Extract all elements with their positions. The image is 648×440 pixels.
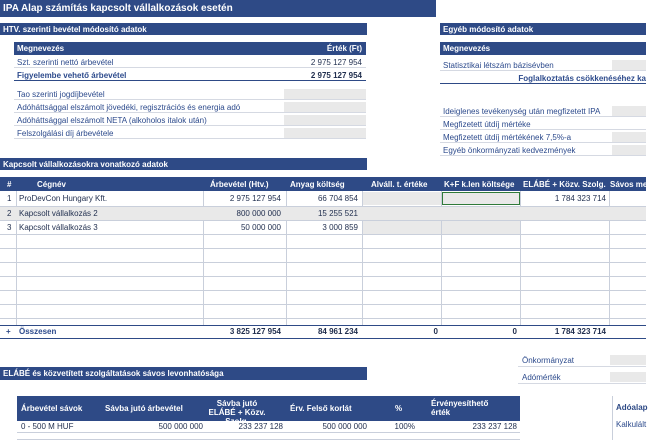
companies-col-rd: K+F k.len költsége bbox=[444, 179, 515, 189]
other-header bbox=[440, 42, 646, 55]
companies-grid bbox=[0, 191, 646, 325]
companies-total-row bbox=[0, 325, 646, 339]
other-row bbox=[440, 132, 646, 143]
add-row-icon[interactable]: + bbox=[6, 327, 11, 336]
municipality-input[interactable] bbox=[610, 355, 646, 365]
htv-table bbox=[14, 42, 366, 150]
htv-row bbox=[14, 70, 366, 81]
company-elabe[interactable]: 1 784 323 714 bbox=[554, 194, 606, 203]
grid-hline bbox=[0, 276, 646, 277]
companies-col-material: Anyag költség bbox=[290, 179, 345, 189]
htv-col-name: Megnevezés bbox=[17, 44, 65, 53]
total-material: 84 961 234 bbox=[317, 327, 358, 336]
htv-row-label: Adóháttsággal elszámolt jövedéki, regisztrációs és energia adó bbox=[17, 102, 241, 112]
taxrate-input[interactable] bbox=[610, 372, 646, 382]
other-row-label: Ideiglenes tevékenység után megfizetett IPA bbox=[443, 106, 601, 116]
htv-row-label: Tao szerinti jogdíjbevétel bbox=[17, 89, 105, 99]
grid-hline bbox=[0, 248, 646, 249]
total-label: Összesen bbox=[19, 327, 57, 336]
rd-input[interactable] bbox=[442, 221, 520, 234]
elabe-rev: 500 000 000 bbox=[158, 422, 203, 431]
other-input[interactable] bbox=[612, 60, 646, 70]
elabe-col-pct: % bbox=[395, 404, 403, 413]
grid-hline bbox=[0, 234, 646, 235]
taxrate-label: Adómérték bbox=[522, 372, 561, 382]
htv-row bbox=[14, 57, 366, 68]
elabe-header bbox=[17, 396, 520, 426]
other-row-label: Statisztikai létszám bázisévben bbox=[443, 60, 554, 70]
other-row-label: Egyéb önkormányzati kedvezmények bbox=[443, 145, 576, 155]
elabe-elabe: 233 237 128 bbox=[238, 422, 283, 431]
htv-header bbox=[14, 42, 366, 55]
other-row bbox=[440, 60, 646, 71]
elabe-row bbox=[17, 421, 520, 433]
other-row bbox=[440, 145, 646, 156]
grid-hline bbox=[0, 290, 646, 291]
companies-col-name: Cégnév bbox=[37, 179, 66, 189]
company-name[interactable]: Kapcsolt vállalkozás 3 bbox=[19, 223, 98, 232]
other-row-label: Megfizetett útdíj mértéke bbox=[443, 119, 531, 129]
htv-row-value[interactable]: 2 975 127 954 bbox=[310, 57, 362, 67]
elabe-col-elabe: Sávba jutó ELÁBÉ + Közv. Szolg. bbox=[208, 399, 266, 426]
elabe-band: 0 - 500 M HUF bbox=[21, 422, 74, 431]
other-row bbox=[440, 73, 646, 84]
company-name[interactable]: ProDevCon Hungary Kft. bbox=[19, 194, 108, 203]
companies-col-revenue: Árbevétel (Htv.) bbox=[210, 179, 269, 189]
elabe-col-valid: Érvényesíthető érték bbox=[431, 399, 489, 417]
other-col-name: Megnevezés bbox=[443, 44, 491, 53]
taxrate-row bbox=[518, 371, 646, 384]
elabe-row-partial bbox=[17, 433, 520, 440]
htv-row bbox=[14, 128, 366, 139]
company-revenue[interactable]: 800 000 000 bbox=[236, 209, 281, 218]
elabe-pct: 100% bbox=[394, 422, 415, 431]
grid-hline bbox=[0, 220, 646, 221]
htv-row bbox=[14, 102, 366, 113]
other-row-label: Megfizetett útdíj mértékének 7,5%-a bbox=[443, 132, 572, 142]
htv-row-label: Szt. szerinti nettó árbevétel bbox=[17, 57, 114, 67]
other-row bbox=[440, 119, 646, 130]
company-num: 3 bbox=[7, 223, 12, 232]
companies-col-elabe: ELÁBÉ + Közv. Szolg. bbox=[523, 179, 606, 189]
company-num: 1 bbox=[7, 194, 12, 203]
company-revenue[interactable]: 2 975 127 954 bbox=[229, 194, 281, 203]
htv-input[interactable] bbox=[284, 115, 366, 125]
htv-row bbox=[14, 115, 366, 126]
sub-input[interactable] bbox=[363, 192, 441, 205]
other-row-label: Foglalkoztatás csökkenéséhez ka bbox=[518, 73, 646, 83]
total-revenue: 3 825 127 954 bbox=[229, 327, 281, 336]
other-input[interactable] bbox=[612, 132, 646, 142]
total-rd: 0 bbox=[512, 327, 517, 336]
other-input[interactable] bbox=[612, 106, 646, 116]
elabe-col-rev: Sávba jutó árbevétel bbox=[105, 404, 183, 413]
elabe-section-title: ELÁBÉ és közvetített szolgáltatások sávos levonhatósága bbox=[0, 367, 367, 380]
htv-row-label: Adóháttsággal elszámolt NETA (alkoholos italok után) bbox=[17, 115, 207, 125]
companies-col-sub: Alváll. t. értéke bbox=[371, 179, 428, 189]
htv-row-label: Figyelembe vehető árbevétel bbox=[17, 70, 127, 80]
htv-row bbox=[14, 89, 366, 100]
sub-input[interactable] bbox=[363, 221, 441, 234]
grid-hline bbox=[0, 262, 646, 263]
htv-input[interactable] bbox=[284, 128, 366, 138]
municipality-label: Önkormányzat bbox=[522, 355, 575, 365]
total-sub: 0 bbox=[433, 327, 438, 336]
htv-section-title: HTV. szerinti bevétel módosító adatok bbox=[0, 23, 367, 35]
other-input[interactable] bbox=[612, 145, 646, 155]
rd-input[interactable] bbox=[442, 192, 520, 205]
htv-col-value: Érték (Ft) bbox=[326, 44, 362, 53]
companies-col-banded: Sávos me bbox=[610, 179, 648, 189]
elabe-col-band: Árbevétel sávok bbox=[21, 404, 83, 413]
company-material[interactable]: 3 000 859 bbox=[322, 223, 358, 232]
company-material[interactable]: 15 255 521 bbox=[317, 209, 358, 218]
tax-base-box bbox=[612, 396, 647, 440]
tax-base-title: Adóalap bbox=[613, 400, 647, 414]
grid-hline bbox=[0, 304, 646, 305]
company-num: 2 bbox=[7, 209, 12, 218]
total-elabe: 1 784 323 714 bbox=[554, 327, 606, 336]
companies-col-num: # bbox=[7, 179, 12, 189]
company-material[interactable]: 66 704 854 bbox=[317, 194, 358, 203]
elabe-valid: 233 237 128 bbox=[472, 422, 517, 431]
htv-row-label: Felszolgálási díj árbevétele bbox=[17, 128, 114, 138]
htv-input[interactable] bbox=[284, 89, 366, 99]
other-section-title: Egyéb módosító adatok bbox=[440, 23, 646, 35]
page-title: IPA Alap számítás kapcsolt vállalkozások esetén bbox=[0, 0, 436, 17]
company-name[interactable]: Kapcsolt vállalkozás 2 bbox=[19, 209, 98, 218]
tax-base-calc: Kalkulált bbox=[616, 420, 647, 429]
grid-hline bbox=[0, 318, 646, 319]
elabe-limit: 500 000 000 bbox=[322, 422, 367, 431]
other-row bbox=[440, 106, 646, 117]
municipality-row bbox=[518, 354, 646, 367]
htv-row-value: 2 975 127 954 bbox=[310, 70, 362, 80]
company-revenue[interactable]: 50 000 000 bbox=[240, 223, 281, 232]
htv-input[interactable] bbox=[284, 102, 366, 112]
elabe-col-limit: Érv. Felső korlát bbox=[290, 404, 352, 413]
companies-header bbox=[0, 177, 646, 191]
companies-section-title: Kapcsolt vállalkozásokra vonatkozó adatok bbox=[0, 158, 367, 170]
